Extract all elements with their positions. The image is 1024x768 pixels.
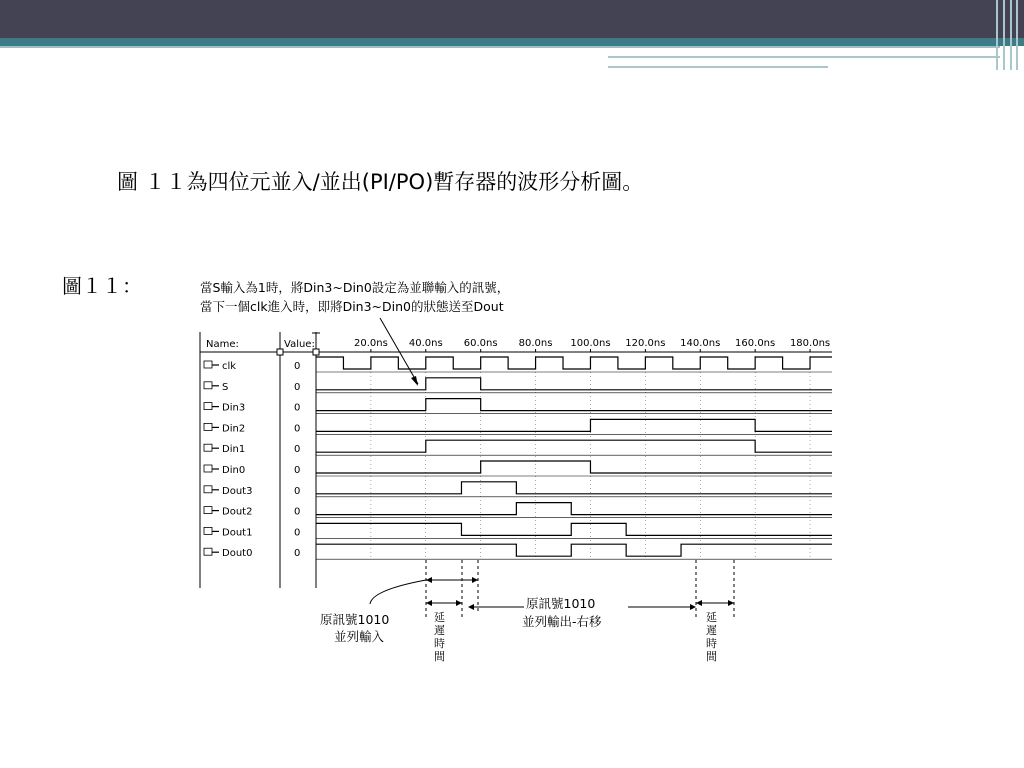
signal-value: 0: [294, 402, 301, 414]
time-tick-label: 100.0ns: [570, 338, 611, 349]
input-pin-icon: [204, 444, 219, 451]
signal-waveform: [316, 419, 832, 431]
output-pin-icon: [204, 507, 219, 514]
signal-name: Din3: [222, 402, 246, 414]
delay-label-a-3: 時: [434, 637, 445, 650]
output-pin-icon: [204, 486, 219, 493]
signal-row-din1: [204, 440, 832, 455]
signal-waveform: [316, 440, 832, 452]
signal-waveform: [316, 523, 832, 535]
delay-label-b-2: 遲: [706, 624, 717, 637]
signal-value: 0: [294, 527, 301, 539]
name-column-header: Name:: [206, 339, 239, 350]
signal-name: Din0: [222, 465, 246, 476]
output-note-line-2: 並列輸出-右移: [522, 614, 602, 629]
signal-row-dout3: [204, 482, 832, 497]
signal-value: 0: [294, 381, 301, 393]
time-tick-label: 140.0ns: [680, 338, 721, 349]
signal-row-dout0: [204, 544, 832, 559]
signal-name: Dout1: [222, 527, 253, 539]
signal-value: 0: [294, 548, 301, 560]
signal-value: 0: [294, 444, 301, 456]
signal-waveform: [316, 482, 832, 494]
signal-waveform: [316, 399, 832, 411]
output-note-line-1: 原訊號1010: [526, 596, 596, 611]
input-pin-icon: [204, 361, 219, 368]
input-pin-icon: [204, 382, 219, 389]
time-tick-label: 40.0ns: [408, 338, 443, 349]
signal-waveform: [316, 357, 832, 369]
output-pin-icon: [204, 527, 219, 534]
annotation-line-1: 當S輸入為1時，將Din3~Din0設定為並聯輸入的訊號，: [200, 280, 510, 295]
signal-waveform: [316, 461, 832, 473]
signal-value: 0: [294, 465, 301, 476]
signal-value: 0: [294, 361, 301, 372]
time-gridlines: [371, 356, 810, 560]
signal-value: 0: [294, 506, 301, 518]
signal-name: Dout2: [222, 506, 253, 518]
slide-heading: 圖 １１為四位元並入/並出(PI/PO)暫存器的波形分析圖。: [117, 170, 644, 194]
time-tick-label: 160.0ns: [735, 338, 776, 349]
delay-label-a-4: 間: [434, 650, 445, 663]
input-pin-icon: [204, 403, 219, 410]
signal-name: Din2: [222, 423, 246, 435]
annotation-arrowhead: [411, 376, 418, 386]
signal-value: 0: [294, 423, 301, 435]
signal-name: clk: [222, 361, 237, 372]
signal-row-din3: [204, 399, 832, 414]
value-column-header: Value:: [284, 339, 315, 350]
signal-name: S: [222, 381, 229, 393]
time-tick-label: 80.0ns: [518, 338, 553, 349]
signal-row-din2: [204, 419, 832, 434]
signal-row-dout2: [204, 503, 832, 518]
figure-label: 圖１１：: [62, 274, 142, 298]
signal-name: Dout3: [222, 485, 253, 497]
delay-label-b-1: 延: [706, 611, 717, 624]
bottom-annotations: [320, 596, 717, 663]
time-tick-label: 180.0ns: [789, 338, 831, 349]
signal-rows: [204, 357, 832, 559]
signal-row-clk: [204, 357, 832, 372]
input-note-line-2: 並列輸入: [334, 629, 385, 644]
annotation-arrow: [380, 318, 418, 384]
signal-name: Din1: [222, 444, 246, 456]
annotation-line-2: 當下一個clk進入時，即將Din3~Din0的狀態送至Dout: [200, 299, 504, 314]
output-pin-icon: [204, 548, 219, 555]
signal-waveform: [316, 378, 832, 390]
delay-label-b-3: 時: [706, 637, 717, 650]
delay-label-a-2: 遲: [434, 624, 445, 637]
signal-waveform: [316, 503, 832, 515]
signal-value: 0: [294, 485, 301, 497]
signal-name: Dout0: [222, 548, 253, 560]
input-note-line-1: 原訊號1010: [320, 612, 390, 627]
signal-waveform: [316, 544, 832, 556]
measurement-markers: [370, 560, 734, 620]
input-pin-icon: [204, 465, 219, 472]
input-pin-icon: [204, 423, 219, 430]
delay-label-a-1: 延: [434, 611, 445, 624]
signal-row-dout1: [204, 523, 832, 538]
time-tick-label: 120.0ns: [625, 338, 666, 349]
signal-row-s: [204, 378, 832, 393]
time-scale: [354, 338, 830, 352]
time-tick-label: 60.0ns: [463, 338, 498, 349]
time-tick-label: 20.0ns: [353, 338, 388, 349]
delay-label-b-4: 間: [706, 650, 717, 663]
signal-row-din0: [204, 461, 832, 476]
